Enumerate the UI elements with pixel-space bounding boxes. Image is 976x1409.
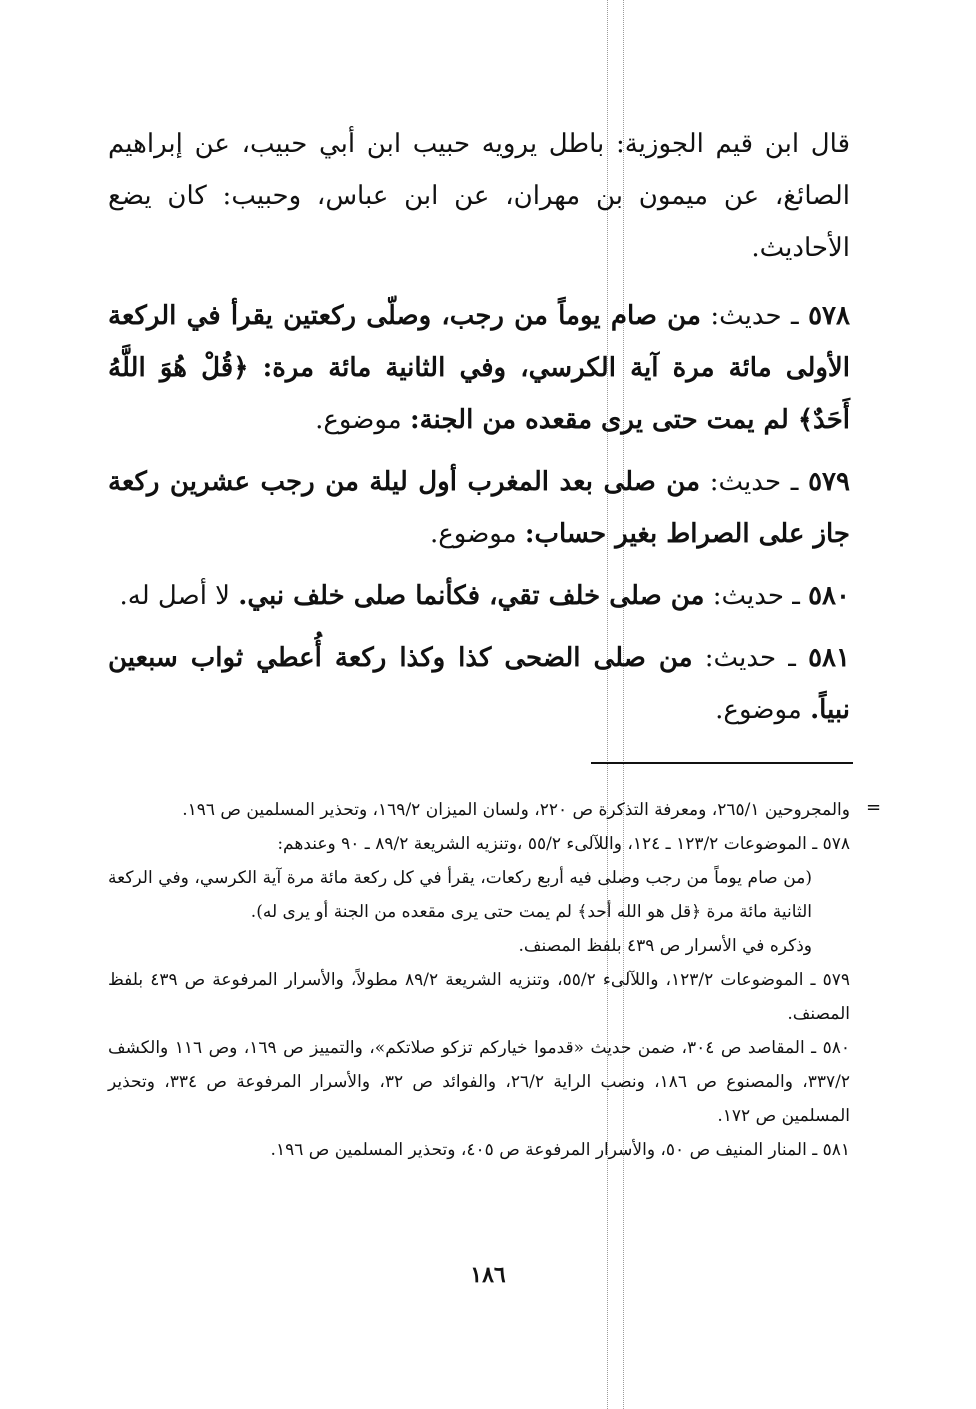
footnotes: [108, 793, 850, 1167]
intro-paragraph: قال ابن قيم الجوزية: باطل يرويه حبيب ابن أبي حبيب، عن إبراهيم الصائغ، عن ميمون بن مهران، عن ابن عباس، وحبيب: كان يضع الأحاديث.: [108, 129, 850, 263]
hadith-verdict: موضوع.: [429, 519, 517, 549]
footnote: [108, 963, 850, 1031]
footnote-continuation: [108, 793, 850, 827]
hadith-text: من صلى بعد المغرب أول ليلة من رجب عشرين ركعة جاز على الصراط بغير حساب:: [108, 467, 850, 549]
hadith-verdict: موضوع.: [715, 695, 802, 725]
footnote-text: ـ الموضوعات ١٢٣/٢ ـ ١٢٤، واللآلىء ٥٥/٢ ،وتنزيه الشريعة ٨٩/٢ ـ ٩٠ وعندهم:: [277, 834, 818, 854]
footnote-separator: [591, 762, 853, 764]
hadith-verdict: موضوع.: [315, 405, 402, 435]
footnote-number: ٥٨٠: [822, 1038, 850, 1058]
footnote-text: ـ المقاصد ص ٣٠٤، ضمن حديث «قدموا خياركم تزكو صلاتكم»، والتمييز ص ١٦٩، وص ١١٦ والكشف ٣٣٧/٢، والمصنوع ص ١٨٦، ونصب الراية ٢٦/٢، والفوائد ص ٣٢، والأسرار المرفوعة ص ٣٣٤، وتحذير المسلمين ص ١٧٢.: [108, 1038, 850, 1126]
hadith-text: من صام يوماً من رجب، وصلّى ركعتين يقرأ في الركعة الأولى مائة مرة آية الكرسي، وفي الثانية مائة مرة: ﴿قُلْ هُوَ اللَّهُ أَحَدٌ﴾ لم يمت حتى يرى مقعده من الجنة:: [108, 301, 850, 435]
hadith-label: ـ حديث:: [712, 581, 800, 611]
footnote-extra: وذكره في الأسرار ص ٤٣٩ بلفظ المصنف.: [518, 936, 812, 956]
continuation-mark: =: [866, 797, 882, 818]
footnote-number: ٥٧٨: [822, 834, 850, 854]
footnote: [108, 827, 850, 963]
main-text: [108, 118, 850, 746]
hadith-number: ٥٨١: [808, 643, 850, 673]
footnote-number: ٥٧٩: [822, 970, 850, 990]
hadith-label: ـ حديث:: [704, 643, 796, 673]
hadith-entry: [108, 570, 850, 622]
hadith-number: ٥٧٩: [808, 467, 850, 497]
footnote-number: ٥٨١: [822, 1140, 850, 1160]
hadith-entry: [108, 632, 850, 736]
footnote-text: والمجروحين ٢٦٥/١، ومعرفة التذكرة ص ٢٢٠، ولسان الميزان ١٦٩/٢، وتحذير المسلمين ص ١٩٦.: [182, 800, 850, 820]
page-number: ١٨٦: [470, 1262, 506, 1288]
footnote: [108, 1133, 850, 1167]
hadith-label: ـ حديث:: [709, 467, 799, 497]
hadith-verdict: لا أصل له.: [119, 581, 231, 611]
hadith-number: ٥٨٠: [808, 581, 850, 611]
footnote: [108, 1031, 850, 1133]
hadith-number: ٥٧٨: [808, 301, 850, 331]
hadith-entry: [108, 456, 850, 560]
hadith-text: من صلى خلف تقي، فكأنما صلى خلف نبي.: [238, 581, 705, 611]
hadith-text: من صلى الضحى كذا وكذا ركعة أُعطي ثواب سبعين نبياً.: [108, 643, 850, 725]
footnote-text: ـ المنار المنيف ص ٥٠، والأسرار المرفوعة ص ٤٠٥، وتحذير المسلمين ص ١٩٦.: [270, 1140, 818, 1160]
footnote-text: ـ الموضوعات ١٢٣/٢، واللآلىء ٥٥/٢، وتنزيه الشريعة ٨٩/٢ مطولاً، والأسرار المرفوعة ص ٤٣٩ بلفظ المصنف.: [108, 970, 850, 1024]
footnote-quote: (من صام يوماً من رجب وصلى فيه أربع ركعات، يقرأ في كل ركعة مائة مرة آية الكرسي، وفي الركعة الثانية مائة مرة ﴿قل هو الله أحد﴾ لم يمت حتى يرى مقعده من الجنة أو يرى له).: [108, 868, 812, 922]
hadith-label: ـ حديث:: [710, 301, 799, 331]
hadith-entry: [108, 290, 850, 446]
